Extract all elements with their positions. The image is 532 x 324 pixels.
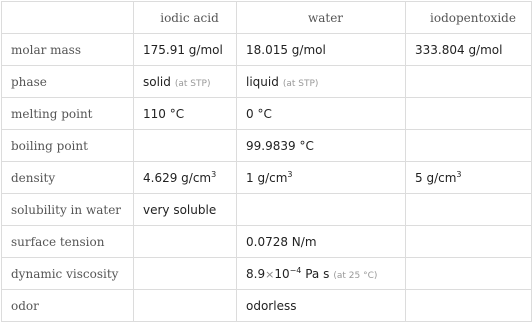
cell-water bbox=[237, 130, 406, 162]
condition-note: (at 25 °C) bbox=[333, 270, 378, 281]
unit-exponent: 3 bbox=[211, 169, 217, 179]
table-row bbox=[2, 258, 532, 290]
cell-value: 1 g/cm bbox=[246, 170, 288, 185]
cell-value: liquid bbox=[246, 74, 279, 89]
cell-iodopentoxide bbox=[406, 194, 532, 226]
row-label-odor: odor bbox=[2, 290, 134, 322]
condition-note: (at STP) bbox=[282, 78, 319, 89]
cell-value: 4.629 g/cm bbox=[143, 170, 212, 185]
cell-value: odorless bbox=[246, 298, 297, 313]
cell-iodopentoxide bbox=[406, 66, 532, 98]
condition-note: (at STP) bbox=[174, 78, 211, 89]
cell-water bbox=[237, 226, 406, 258]
cell-iodic-acid bbox=[134, 98, 237, 130]
cell-iodopentoxide bbox=[406, 290, 532, 322]
cell-water bbox=[237, 194, 406, 226]
times-sign: × bbox=[265, 267, 275, 281]
cell-iodopentoxide bbox=[406, 162, 532, 194]
cell-iodic-acid bbox=[134, 194, 237, 226]
row-label-boiling-point: boiling point bbox=[2, 130, 134, 162]
header-row bbox=[2, 2, 532, 34]
column-header-iodic-acid: iodic acid bbox=[134, 2, 237, 34]
cell-iodopentoxide bbox=[406, 226, 532, 258]
table-row bbox=[2, 66, 532, 98]
column-header-water: water bbox=[237, 2, 406, 34]
table-row bbox=[2, 34, 532, 66]
cell-value: 0.0728 N/m bbox=[246, 234, 317, 249]
cell-iodopentoxide bbox=[406, 130, 532, 162]
table-row bbox=[2, 290, 532, 322]
cell-water bbox=[237, 66, 406, 98]
row-label-melting-point: melting point bbox=[2, 98, 134, 130]
sci-unit: Pa s bbox=[305, 266, 330, 281]
cell-value: 99.9839 °C bbox=[246, 138, 314, 153]
cell-iodic-acid bbox=[134, 290, 237, 322]
unit-exponent: 3 bbox=[287, 169, 293, 179]
row-label-phase: phase bbox=[2, 66, 134, 98]
cell-value: very soluble bbox=[143, 202, 217, 217]
row-label-density: density bbox=[2, 162, 134, 194]
cell-value: 18.015 g/mol bbox=[246, 42, 326, 57]
table-row bbox=[2, 226, 532, 258]
table-row bbox=[2, 130, 532, 162]
sci-mantissa: 8.9 bbox=[246, 266, 266, 281]
cell-value: 110 °C bbox=[143, 106, 185, 121]
table-row bbox=[2, 194, 532, 226]
cell-iodopentoxide bbox=[406, 258, 532, 290]
cell-water bbox=[237, 290, 406, 322]
cell-value: 333.804 g/mol bbox=[415, 42, 503, 57]
cell-iodic-acid bbox=[134, 66, 237, 98]
column-header-iodopentoxide: iodopentoxide bbox=[406, 2, 532, 34]
cell-value: 175.91 g/mol bbox=[143, 42, 223, 57]
cell-iodic-acid bbox=[134, 162, 237, 194]
table-row bbox=[2, 98, 532, 130]
cell-water bbox=[237, 162, 406, 194]
cell-iodic-acid bbox=[134, 34, 237, 66]
cell-iodopentoxide bbox=[406, 34, 532, 66]
cell-water bbox=[237, 98, 406, 130]
row-label-dynamic-viscosity: dynamic viscosity bbox=[2, 258, 134, 290]
cell-iodic-acid bbox=[134, 130, 237, 162]
sci-base: 10 bbox=[274, 266, 290, 281]
cell-water bbox=[237, 34, 406, 66]
cell-iodopentoxide bbox=[406, 98, 532, 130]
cell-value: solid bbox=[143, 74, 171, 89]
cell-value: 5 g/cm bbox=[415, 170, 457, 185]
sci-exponent: −4 bbox=[289, 265, 302, 275]
row-label-solubility-in-water: solubility in water bbox=[2, 194, 134, 226]
properties-table bbox=[1, 1, 532, 322]
row-label-surface-tension: surface tension bbox=[2, 226, 134, 258]
cell-water bbox=[237, 258, 406, 290]
cell-iodic-acid bbox=[134, 226, 237, 258]
cell-iodic-acid bbox=[134, 258, 237, 290]
table-row bbox=[2, 162, 532, 194]
cell-value: 0 °C bbox=[246, 106, 272, 121]
unit-exponent: 3 bbox=[456, 169, 462, 179]
corner-cell bbox=[2, 2, 134, 34]
row-label-molar-mass: molar mass bbox=[2, 34, 134, 66]
